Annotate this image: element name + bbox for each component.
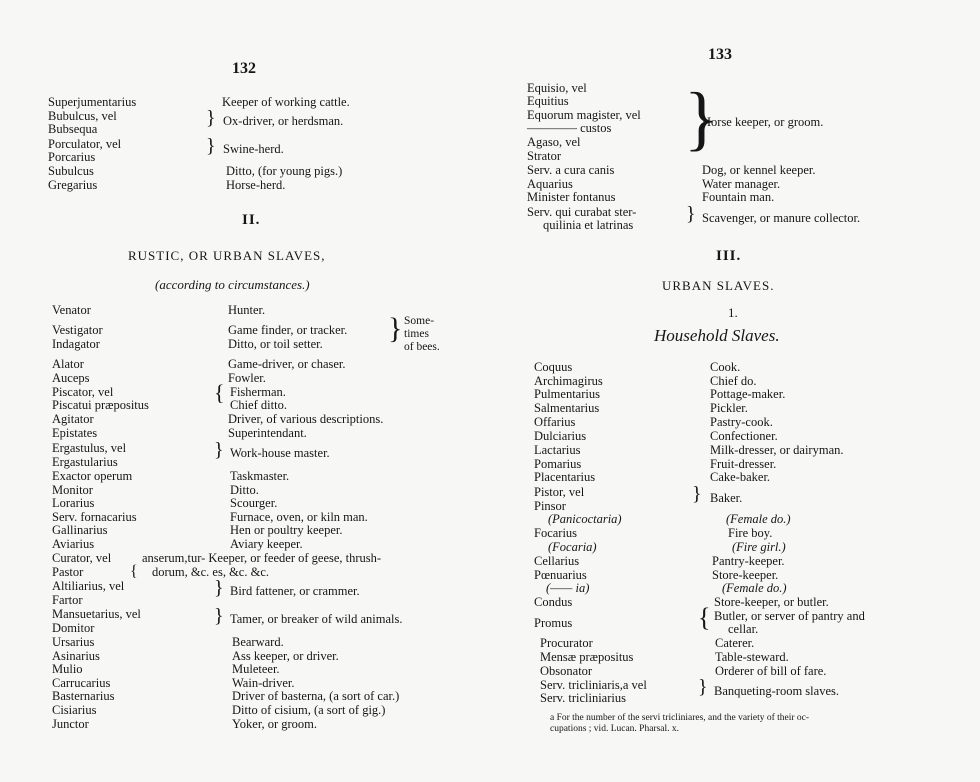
side-note: of bees. — [404, 341, 440, 353]
list-item-english: Banqueting-room slaves. — [714, 684, 839, 698]
brace-icon: } — [214, 577, 224, 599]
page-number-left: 132 — [232, 60, 256, 77]
footnote-continued: cupations ; vid. Lucan. Pharsal. x. — [550, 724, 680, 734]
brace-icon: } — [684, 78, 719, 158]
list-item-english: Butler, or server of pantry and — [714, 609, 865, 623]
brace-icon: { — [698, 603, 711, 632]
list-item-english: Baker. — [710, 491, 743, 505]
list-item-english: Scavenger, or manure collector. — [702, 211, 861, 225]
brace-icon: } — [206, 135, 216, 157]
list-item-english: Bird fattener, or crammer. — [230, 584, 360, 598]
page-number-right: 133 — [708, 46, 732, 63]
list-item-english: Horse keeper, or groom. — [702, 115, 824, 129]
list-item-english: Tamer, or breaker of wild animals. — [230, 612, 403, 626]
section-number: III. — [716, 248, 742, 264]
right-page: 133 Equisio, vel Equitius Equorum magister, vel ———— custos Agaso, vel Strator } Horse keeper, or groom. Serv. a cura canis Dog, or kennel keeper. Aquarius Water manager. Minister fontanus Fountain man. Serv. qui curabat ster- quilinia et latrinas } Scavenger, or manure collector. III. URBAN SLAVES. 1. Household Slaves. Coquus Cook. Archimagirus Chief do. Pulmentarius Pottage-maker. Salmentarius Pickler. Offarius Pastry-cook. Dulciarius Confectioner. Lactarius Milk-dresser, or dairyman. Pomarius Fruit-dresser. Placentarius Cake-baker. Pistor, vel Pinsor } Baker. (Panicoctaria) (Female do.) Focarius Fire boy. (Focaria) (Fire girl.) Cellarius Pantry-keeper. Pœnuarius Store-keeper. (—— ia) (Female do.) Condus Store-keeper, or butler. Promus { Butler, or server of pantry and cellar. Procurator Caterer. Mensæ præpositus Table-steward. Obsonator Orderer of bill of fare. Serv. tricliniaris,a vel Serv. tricliniarius } Banqueting-room slaves. a For the number of the servi tricliniares, and the variety of their oc- cupations ; vid. Lucan. Pharsal. x. — [527, 46, 865, 734]
list-item-english: cellar. — [728, 622, 759, 636]
section-number: II. — [242, 212, 261, 228]
section-note: (according to circumstances.) — [155, 277, 310, 292]
left-page: 132 Superjumentarius Keeper of working cattle. Bubulcus, vel Bubsequa } Ox-driver, or herdsman. Porculator, vel Porcarius } Swine-herd. Subulcus Ditto, (for young pigs.) Gregarius Horse-herd. II. RUSTIC, OR URBAN SLAVES, (according to circumstances.) Venator Hunter. Vestigator Game finder, or tracker. Indagator Ditto, or toil setter. } Some- times of bees. Alator Game-driver, or chaser. Auceps Fowler. Piscator, vel Fisherman. Piscatui præpositus Chief ditto. { Agitator Driver, of various descriptions. Epistates Superintendant. Ergastulus, vel Ergastularius } Work-house master. Exactor operum Taskmaster. Monitor Ditto. Lorarius Scourger. Serv. fornacarius Furnace, oven, or kiln man. Gallinarius Hen or poultry keeper. Aviarius Aviary keeper. Curator, vel anserum,tur- Keeper, or feeder of geese, thrush- Pastor dorum, &c. es, &c. &c. { Altiliarius, vel Fartor } Bird fattener, or crammer. Mansuetarius, vel Domitor } Tamer, or breaker of wild animals. Ursarius Bearward. Asinarius Ass keeper, or driver. Mulio Muleteer. Carrucarius Wain-driver. Basternarius Driver of basterna, (a sort of car.) Cisiarius Ditto of cisium, (a sort of gig.) Junctor Yoker, or groom. — [48, 60, 440, 731]
side-note: times — [404, 328, 429, 340]
brace-icon: } — [214, 605, 224, 627]
list-item-english: Work-house master. — [230, 446, 330, 460]
brace-icon: { — [214, 380, 225, 405]
footnote: a For the number of the servi tricliniares, and the variety of their oc- — [550, 713, 810, 723]
brace-icon: { — [130, 563, 138, 580]
brace-icon: } — [698, 676, 708, 698]
brace-icon: } — [206, 107, 216, 129]
brace-icon: } — [692, 483, 702, 505]
section-title: URBAN SLAVES. — [662, 278, 775, 293]
list-item-english: Swine-herd. — [223, 142, 284, 156]
section-title: RUSTIC, OR URBAN SLAVES, — [128, 248, 326, 263]
subsection-title: Household Slaves. — [654, 326, 780, 345]
brace-icon: } — [214, 439, 224, 461]
brace-icon: } — [388, 312, 403, 345]
list-item-english: Ox-driver, or herdsman. — [223, 114, 344, 128]
subsection-number: 1. — [728, 305, 738, 320]
brace-icon: } — [686, 203, 696, 225]
side-note: Some- — [404, 315, 435, 327]
